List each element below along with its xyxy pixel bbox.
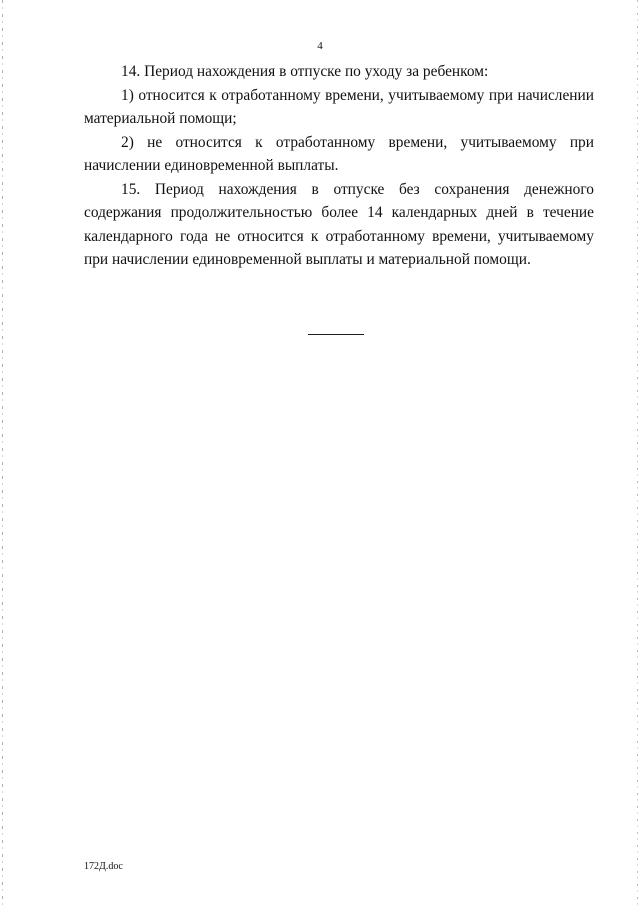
paragraph-14: 14. Период нахождения в отпуске по уходу за ребенком:: [121, 63, 489, 80]
paragraph-14-item-2: 2) не относится к отработанному времени, учитываемому при начислении единовременной выплаты.: [84, 133, 594, 174]
scan-edge-left: [2, 0, 3, 905]
paragraph-14-item-1: 1) относится к отработанному времени, учитываемому при начислении материальной помощи;: [84, 86, 594, 127]
page-number: 4: [317, 40, 323, 52]
paragraph-15: 15. Период нахождения в отпуске без сохранения денежного содержания продолжительностью более 14 календарных дней в течение календарного года не относится к отработанному времени, учитываемому при начислении единовременной выплаты и материальной помощи.: [84, 180, 594, 268]
footer-filename: 172Д.doc: [84, 861, 123, 872]
document-body: [84, 60, 594, 272]
scan-edge-right: [637, 0, 638, 905]
end-separator-line: [308, 334, 364, 335]
